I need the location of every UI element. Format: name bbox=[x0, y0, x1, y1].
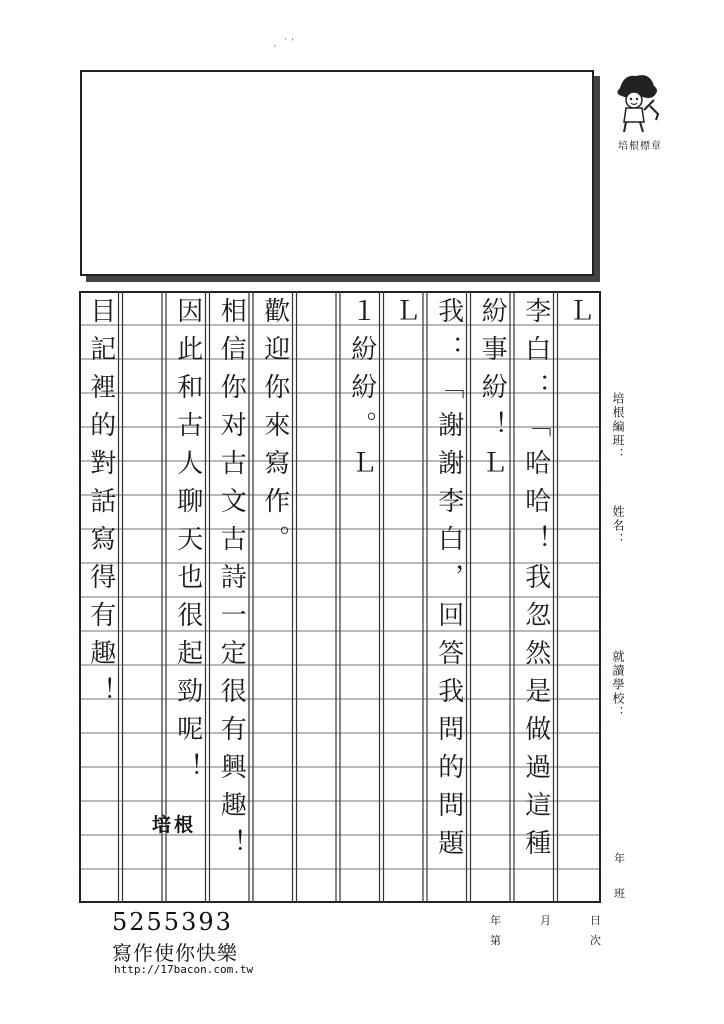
essay-column: 相信你对古文古詩一定很有興趣！ bbox=[216, 297, 247, 867]
class-label: 培根編班： bbox=[611, 392, 625, 462]
class-suffix: 班 bbox=[614, 887, 625, 900]
teacher-signature: 培根 bbox=[152, 814, 197, 836]
essay-column: 李白：「哈哈！我忽然是做過這種 bbox=[520, 297, 551, 867]
essay-column: Ｌ bbox=[564, 297, 595, 335]
document-code: 5255393 bbox=[112, 908, 233, 936]
grade-label: 年 bbox=[614, 852, 625, 865]
essay-column: 紛事紛！Ｌ bbox=[477, 297, 508, 487]
date-year: 年 bbox=[490, 914, 501, 927]
order-suffix: 次 bbox=[590, 934, 601, 947]
school-label: 就讀學校： bbox=[611, 650, 625, 720]
essay-column: １紛紛。Ｌ bbox=[346, 297, 377, 487]
name-label: 姓名： bbox=[611, 505, 625, 547]
essay-column: 歡迎你來寫作。 bbox=[259, 297, 290, 563]
essay-column: Ｌ bbox=[390, 297, 421, 335]
footer-slogan: 寫作使你快樂 bbox=[112, 941, 238, 965]
essay-column: 因此和古人聊天也很起勁呢！ bbox=[172, 297, 203, 791]
top-marks: ﹐ ˙ ˈ bbox=[270, 38, 295, 49]
footer-url: http://17bacon.com.tw bbox=[114, 963, 254, 976]
essay-column: 目記裡的對話寫得有趣！ bbox=[85, 297, 116, 715]
teacher-comment-box bbox=[80, 70, 594, 276]
date-day: 日 bbox=[590, 914, 601, 927]
order-prefix: 第 bbox=[490, 934, 501, 947]
date-month: 月 bbox=[540, 914, 551, 927]
essay-column: 我：「謝謝李白，回答我問的問題 bbox=[433, 297, 464, 867]
stamp-label: 培根標章 bbox=[618, 141, 662, 152]
cartoon-mascot-icon bbox=[610, 70, 662, 134]
